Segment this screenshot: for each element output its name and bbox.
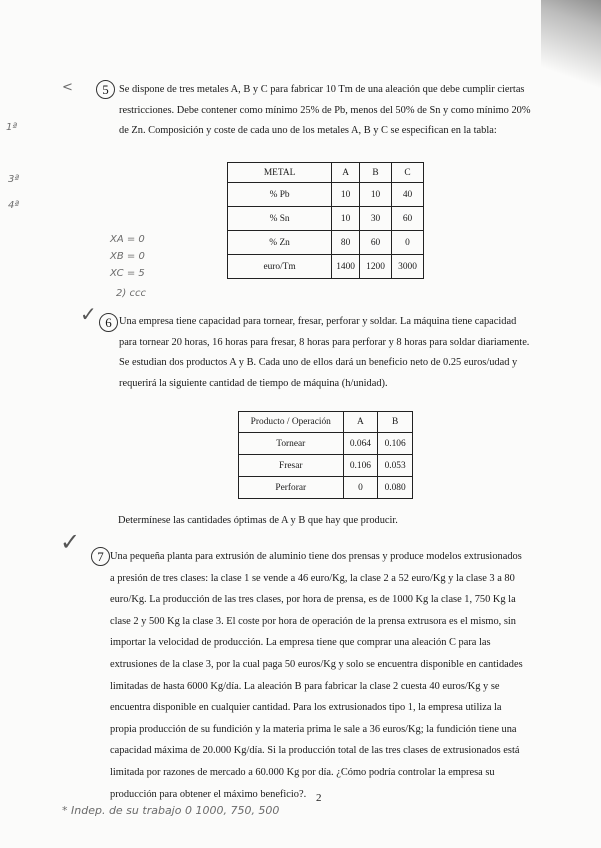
header-cell: A [332, 163, 360, 183]
text-line: limitada por razones de mercado a 60.000 Kg por día. ¿Cómo podría controlar la empresa su [110, 766, 495, 778]
table-cell: 1400 [332, 255, 360, 279]
page-number: 2 [316, 792, 322, 804]
margin-note-3: 3ª [8, 174, 20, 185]
text-line: limitadas de hasta 6000 Kg/día. La aleación B para fabricar la clase 2 cuesta 40 euros/Kg y se [110, 680, 500, 692]
text-line: para tornear 20 horas, 16 horas para fresar, 8 horas para perforar y 8 horas para soldar diariamente. [119, 336, 530, 348]
header-cell: A [343, 412, 378, 433]
table-row [239, 455, 413, 477]
table-cell: 0.053 [378, 455, 413, 477]
table-row [228, 255, 424, 279]
margin-arrow: < [62, 80, 73, 95]
table-cell: 0 [392, 231, 424, 255]
problem-number-5: 5 [96, 80, 115, 99]
text-line: a presión de tres clases: la clase 1 se vende a 46 euro/Kg, la clase 2 a 52 euro/Kg y la clase 3 a 80 [110, 572, 515, 584]
problem-6-text [119, 312, 577, 394]
handwritten-footer-note: * Indep. de su trabajo 0 1000, 750, 500 [62, 804, 280, 817]
text-line: de Zn. Composición y coste de cada uno de los metales A, B y C se especifican en la tabla: [119, 125, 497, 137]
text-line: capacidad máxima de 20.000 Kg/día. Si la producción total de las tres clases de extrusionados está [110, 745, 520, 757]
table-cell: 1200 [360, 255, 392, 279]
handwritten-result: 2) ccc [116, 288, 146, 299]
table-cell: 10 [332, 207, 360, 231]
problem-5-text [119, 80, 571, 142]
handwritten-xa: XA = 0 [110, 234, 145, 245]
problem-7-text [110, 546, 573, 805]
table-cell: 0 [343, 477, 378, 499]
text-line: propia producción de su fundición y la materia prima le sale a 36 euros/Kg; la fundición tiene una [110, 723, 517, 735]
table-cell: 0.064 [343, 433, 378, 455]
table-cell: 60 [392, 207, 424, 231]
table-cell: euro/Tm [228, 255, 332, 279]
table-cell: % Zn [228, 231, 332, 255]
table-row [228, 183, 424, 207]
table-header [228, 163, 424, 183]
operations-table [238, 411, 413, 499]
handwritten-xb: XB = 0 [110, 251, 145, 262]
header-cell: B [378, 412, 413, 433]
metals-table [227, 162, 424, 279]
header-cell: C [392, 163, 424, 183]
table-header [239, 412, 413, 433]
text-line: encuentra disponible en cualquier cantidad. Para los extrusionados tipo 1, la empresa utiliza la [110, 702, 502, 714]
table-cell: 10 [332, 183, 360, 207]
table-cell: 0.106 [378, 433, 413, 455]
table-cell: % Sn [228, 207, 332, 231]
table-cell: Perforar [239, 477, 344, 499]
table-row [239, 433, 413, 455]
problem-number-7: 7 [91, 547, 110, 566]
text-line: Se dispone de tres metales A, B y C para fabricar 10 Tm de una aleación que debe cumplir ciertas [119, 84, 525, 95]
table-cell: 40 [392, 183, 424, 207]
text-line: importar la velocidad de producción. La empresa tiene que comprar una aleación C para las [110, 637, 491, 649]
text-line: requerirá la siguiente cantidad de tiempo de máquina (h/unidad). [119, 377, 388, 389]
header-cell: Producto / Operación [239, 412, 344, 433]
text-line: Se estudian dos productos A y B. Cada uno de ellos dará un beneficio neto de 0.25 euros/udad y [119, 357, 518, 369]
text-line: producción para obtener el máximo beneficio?. [110, 788, 307, 800]
text-line: Una empresa tiene capacidad para tornear, fresar, perforar y soldar. La máquina tiene capacidad [119, 316, 517, 327]
header-cell: B [360, 163, 392, 183]
table-row [228, 231, 424, 255]
table-cell: 0.106 [343, 455, 378, 477]
table-row [228, 207, 424, 231]
problem-6-question: Determínese las cantidades óptimas de A y B que hay que producir. [118, 515, 398, 526]
check-mark-icon: ✓ [60, 528, 81, 556]
table-cell: 30 [360, 207, 392, 231]
check-mark-icon: ✓ [80, 302, 97, 326]
table-cell: 60 [360, 231, 392, 255]
margin-note-1: 1ª [6, 122, 18, 133]
problem-number-6: 6 [99, 313, 118, 332]
table-cell: 0.080 [378, 477, 413, 499]
table-row [239, 477, 413, 499]
text-line: extrusiones de la clase 3, por la cual paga 50 euros/Kg y solo se encuentra disponible en cantidades [110, 658, 523, 670]
text-line: euro/Kg. La producción de las tres clases, por hora de prensa, es de 1000 Kg la clase 1, 750 Kg la [110, 594, 516, 606]
table-cell: Tornear [239, 433, 344, 455]
margin-note-4: 4ª [8, 200, 20, 211]
text-line: Una pequeña planta para extrusión de aluminio tiene dos prensas y produce modelos extrusionados [110, 551, 522, 562]
table-cell: % Pb [228, 183, 332, 207]
text-line: clase 2 y 500 Kg la clase 3. El coste por hora de operación de la prensa extrusora es el mismo, sin [110, 615, 516, 627]
table-cell: 3000 [392, 255, 424, 279]
text-line: restricciones. Debe contener como mínimo 25% de Pb, menos del 50% de Sn y como mínimo 20% [119, 104, 531, 116]
table-cell: 80 [332, 231, 360, 255]
table-cell: 10 [360, 183, 392, 207]
header-cell: METAL [228, 163, 332, 183]
handwritten-xc: XC = 5 [110, 268, 145, 279]
table-cell: Fresar [239, 455, 344, 477]
